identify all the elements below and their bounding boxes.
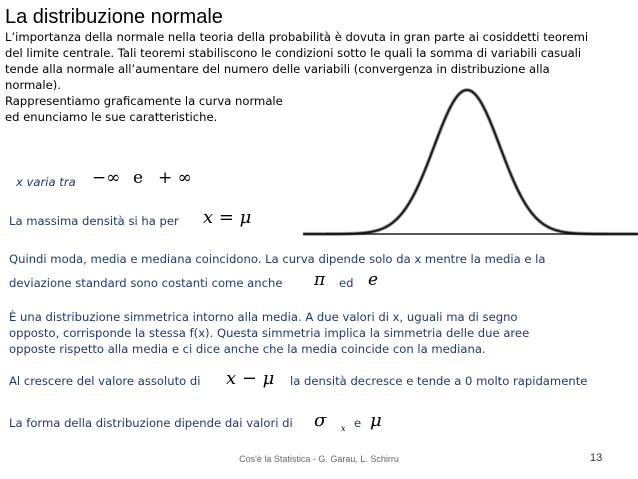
neg-infinity: −∞: [92, 168, 121, 188]
page-number: 13: [590, 452, 603, 464]
mode-line-2: deviazione standard sono costanti come anche: [9, 276, 283, 290]
shape-label: La forma della distribuzione dipende dai valori di: [9, 416, 293, 430]
mu-symbol: μ: [370, 410, 382, 431]
mode-line-1: Quindi moda, media e mediana coincidono. La curva dipende solo da x mentre la media e la: [9, 252, 546, 266]
symmetry-line-2: opposto, corrisponde la stessa f(x). Questa simmetria implica la simmetria delle due aree: [9, 326, 530, 340]
absolute-tail: la densità decresce e tende a 0 molto rapidamente: [290, 374, 588, 388]
normal-curve-graphic: [303, 84, 638, 244]
intro-line-2: del limite centrale. Tali teoremi stabiliscono le condizioni sotto le quali la somma di variabili casuali: [5, 46, 582, 60]
sigma-subscript: x: [341, 424, 346, 433]
max-density-label: La massima densità si ha per: [9, 214, 179, 228]
range-conjunction: e: [133, 168, 144, 188]
intro-line-3: tende alla normale all’aumentare del numero delle variabili (convergenza in distribuzione alla: [5, 62, 550, 76]
shape-and: e: [354, 416, 362, 430]
intro-line-4: normale).: [5, 78, 61, 92]
symmetry-line-1: È una distribuzione simmetrica intorno alla media. A due valori di x, uguali ma di segno: [9, 310, 518, 324]
range-label: x varia tra: [16, 175, 76, 189]
mode-and: ed: [339, 276, 354, 290]
intro-line-1: L’importanza della normale nella teoria della probabilità è dovuta in gran parte ai cosiddetti teoremi: [5, 30, 589, 44]
absolute-formula: x − μ: [226, 368, 275, 389]
pos-infinity: + ∞: [158, 168, 192, 188]
absolute-label: Al crescere del valore assoluto di: [9, 374, 201, 388]
intro-line-6: ed enunciamo le sue caratteristiche.: [5, 110, 218, 124]
max-density-formula: x = μ: [203, 207, 252, 228]
sigma-symbol: σ: [314, 410, 327, 431]
bell-curve: [303, 90, 638, 234]
symmetry-line-3: opposte rispetto alla media e ci dice anche che la media coincide con la mediana.: [9, 342, 486, 356]
pi-symbol: π: [314, 270, 326, 290]
page-title: La distribuzione normale: [5, 6, 223, 28]
intro-line-5: Rappresentiamo graficamente la curva normale: [5, 94, 283, 108]
euler-e-symbol: e: [368, 270, 379, 290]
footer-credit: Cos'è la Statistica - G. Garau, L. Schirru: [239, 454, 399, 464]
